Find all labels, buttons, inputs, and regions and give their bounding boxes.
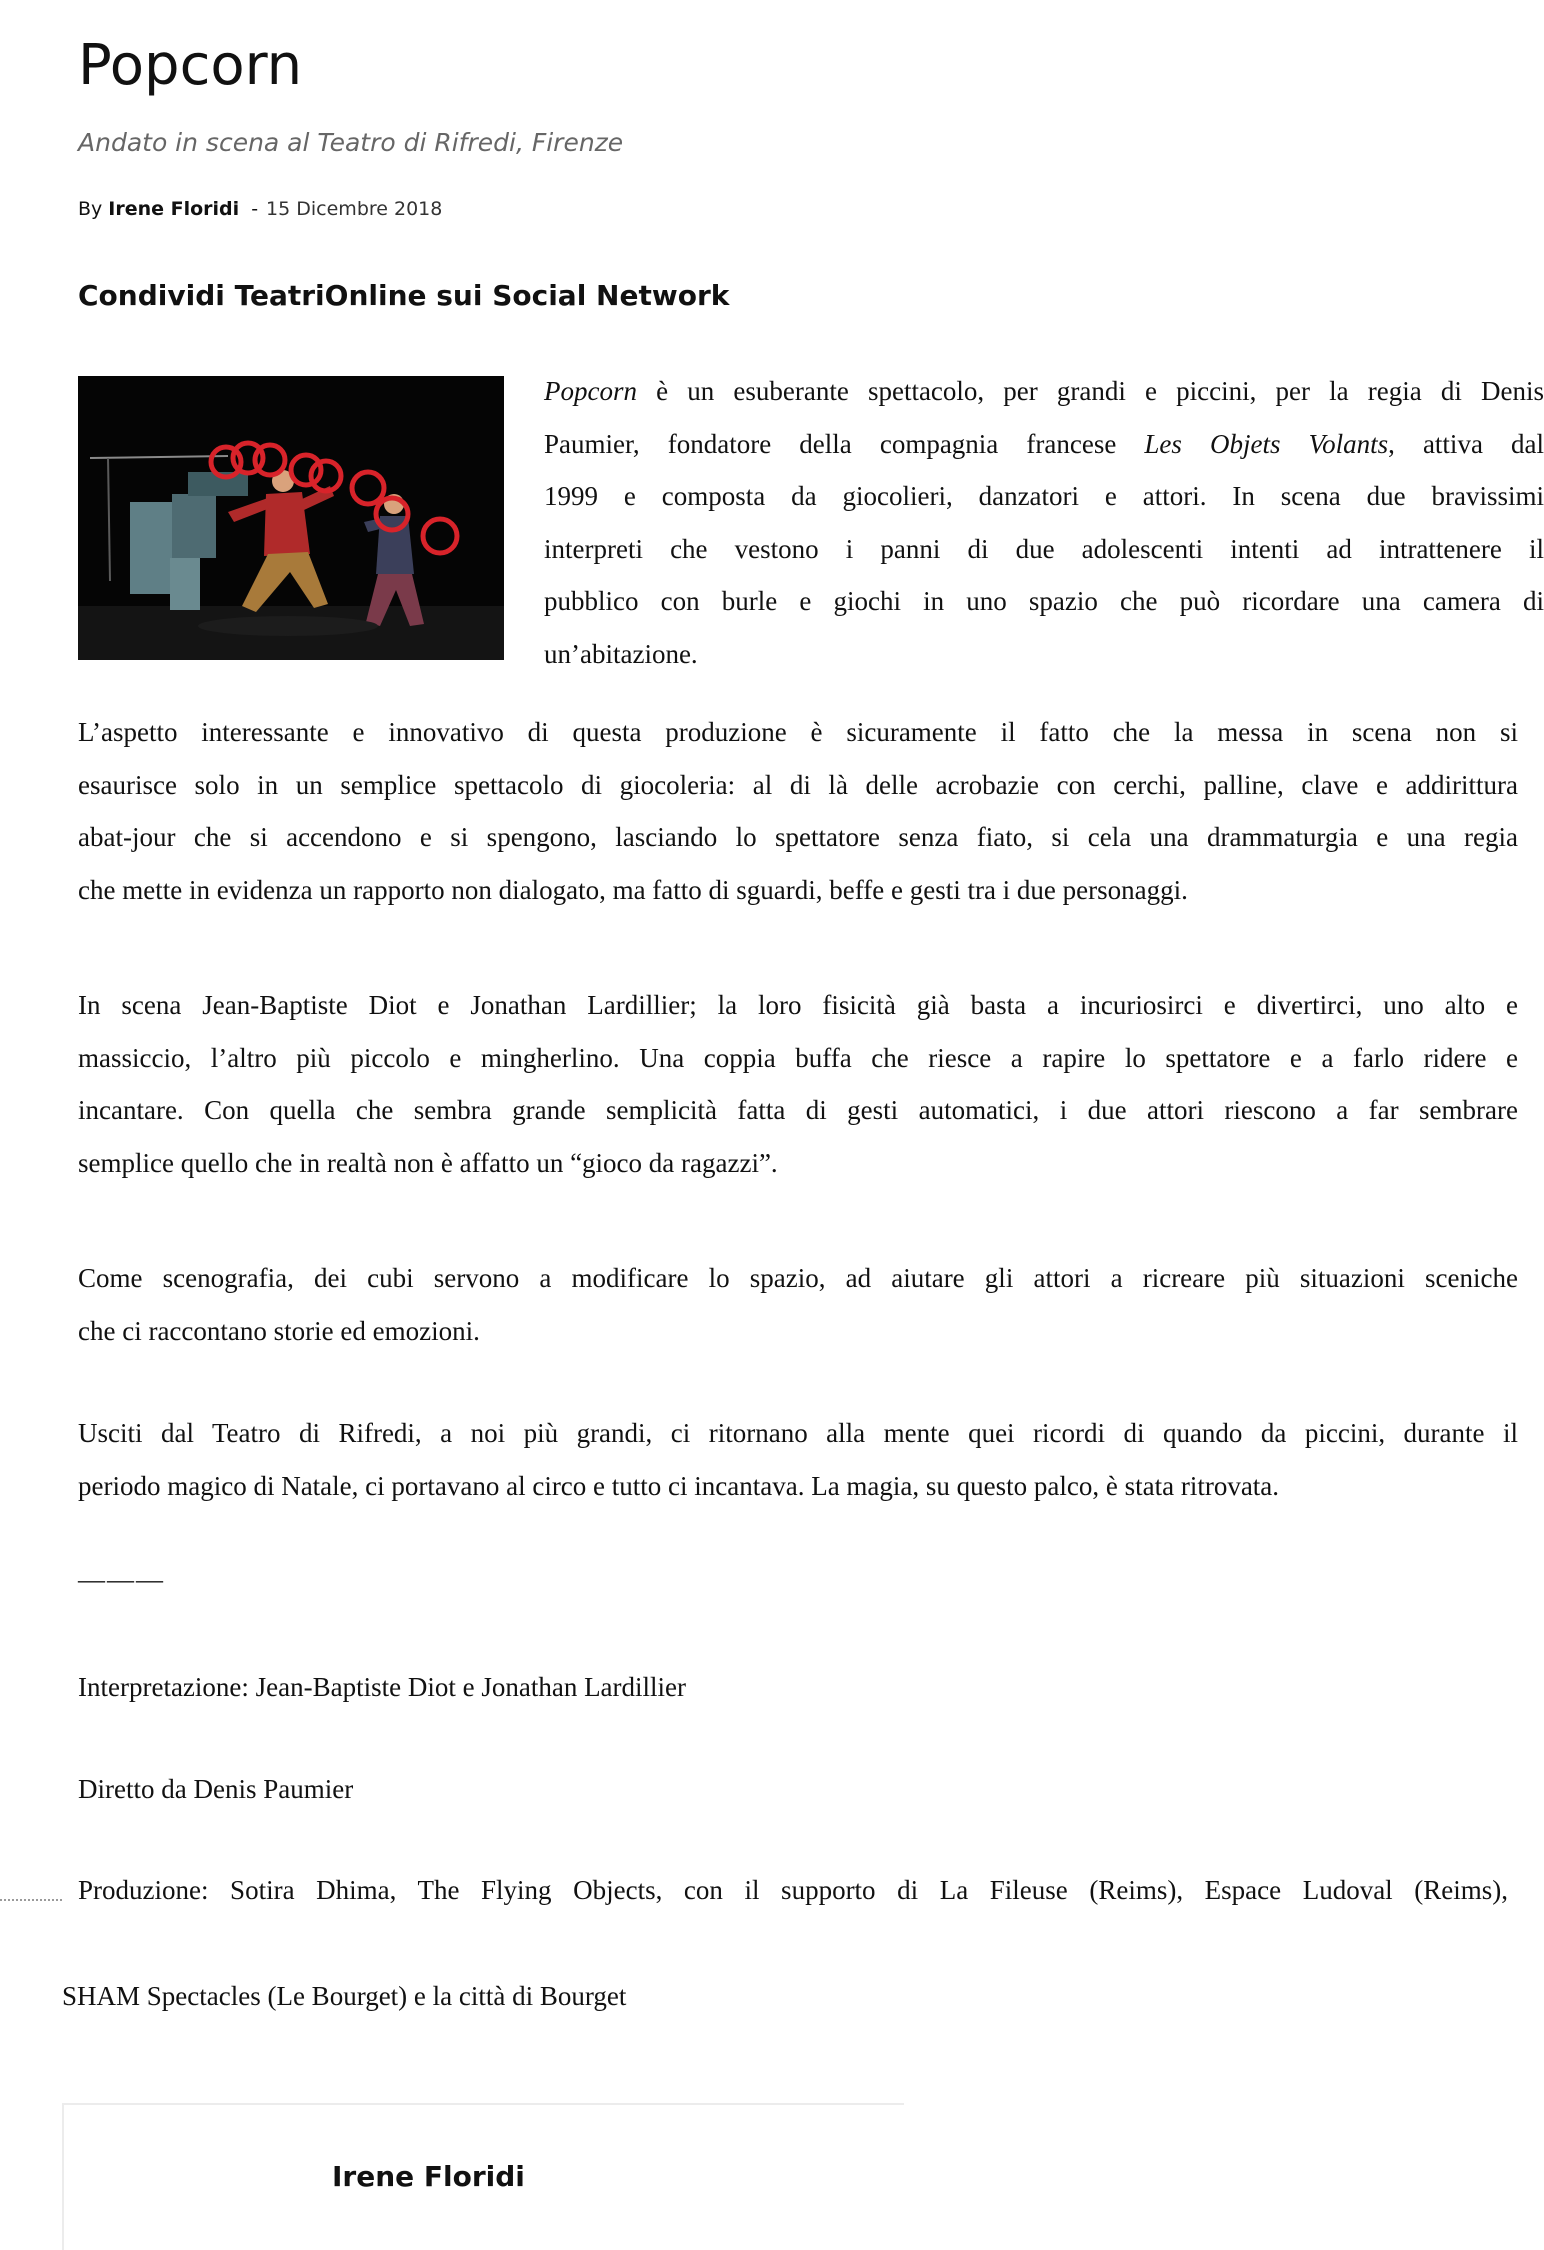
paragraph-3 (78, 1252, 1518, 1357)
paragraph-line: periodo magico di Natale, ci portavano al circo e tutto ci incantava. La magia, su questo palco, è stata ritrovata. (78, 1470, 1280, 1501)
publish-date: 15 Dicembre 2018 (266, 198, 443, 220)
intro-paragraph (544, 365, 1544, 680)
paragraph-line: massiccio, l’altro più piccolo e mingherlino. Una coppia buffa che riesce a rapire lo spettatore e a farlo ridere e (78, 1042, 1518, 1073)
paragraph-2 (78, 979, 1518, 1189)
intro-line-3: 1999 e composta da giocolieri, danzatori e attori. In scena due bravissimi (544, 481, 1544, 511)
share-heading: Condividi TeatriOnline sui Social Network (78, 279, 730, 312)
byline-separator: - (251, 198, 259, 220)
show-title-italic: Popcorn (544, 376, 637, 406)
author-box (62, 2103, 904, 2250)
paragraph-line: che ci raccontano storie ed emozioni. (78, 1315, 480, 1346)
author-box-name[interactable]: Irene Floridi (332, 2160, 525, 2193)
article-subtitle: Andato in scena al Teatro di Rifredi, Firenze (78, 128, 624, 157)
show-photo (78, 376, 504, 660)
article-title: Popcorn (78, 33, 303, 98)
intro-line-2b: , attiva dal (1388, 428, 1544, 459)
credit-direction: Diretto da Denis Paumier (78, 1774, 354, 1804)
paragraph-line: incantare. Con quella che sembra grande semplicità fatta di gesti automatici, i due attori riescono a far sembrare (78, 1095, 1518, 1125)
jugglers-image (78, 376, 504, 660)
paragraph-line: semplice quello che in realtà non è affatto un “gioco da ragazzi”. (78, 1147, 778, 1178)
intro-line-5: pubblico con burle e giochi in uno spazio che può ricordare una camera di (544, 586, 1544, 616)
paragraph-line: che mette in evidenza un rapporto non dialogato, ma fatto di sguardi, beffe e gesti tra i due personaggi. (78, 874, 1188, 905)
intro-line-2a: Paumier, fondatore della compagnia francese (544, 428, 1145, 459)
intro-line-6: un’abitazione. (544, 638, 698, 669)
paragraph-line: In scena Jean-Baptiste Diot e Jonathan Lardillier; la loro fisicità già basta a incuriosirci e divertirci, uno alto e (78, 990, 1518, 1020)
paragraph-line: L’aspetto interessante e innovativo di questa produzione è sicuramente il fatto che la messa in scena non si (78, 717, 1518, 747)
company-name-italic: Les Objets Volants (1144, 428, 1389, 459)
author-link[interactable]: Irene Floridi (108, 198, 240, 220)
paragraph-1 (78, 706, 1518, 916)
paragraph-4 (78, 1407, 1518, 1512)
intro-line-1: è un esuberante spettacolo, per grandi e piccini, per la regia di Denis (636, 376, 1544, 406)
article-body (78, 0, 1544, 2226)
paragraph-line: Come scenografia, dei cubi servono a modificare lo spazio, ad aiutare gli attori a ricreare più situazioni sceniche (78, 1263, 1518, 1293)
byline-by-label: By (78, 198, 103, 220)
intro-line-4: interpreti che vestono i panni di due adolescenti intenti ad intrattenere il (544, 533, 1544, 564)
separator-dashes: ——— (78, 1564, 165, 1594)
credit-production: Produzione: Sotira Dhima, The Flying Objects, con il supporto di La Fileuse (Reims), Espace Ludoval (Reims), (78, 1875, 1508, 1905)
credit-interpretation: Interpretazione: Jean-Baptiste Diot e Jonathan Lardillier (78, 1672, 687, 1702)
credit-production-continued: SHAM Spectacles (Le Bourget) e la città di Bourget (62, 1981, 627, 2011)
paragraph-line: abat-jour che si accendono e si spengono, lasciando lo spettatore senza fiato, si cela una drammaturgia e una regia (78, 822, 1518, 852)
scroll-marker (0, 1889, 62, 1901)
paragraph-line: Usciti dal Teatro di Rifredi, a noi più grandi, ci ritornano alla mente quei ricordi di quando da piccini, durante il (78, 1418, 1518, 1448)
paragraph-line: esaurisce solo in un semplice spettacolo di giocoleria: al di là delle acrobazie con cerchi, palline, clave e addirittura (78, 769, 1518, 800)
